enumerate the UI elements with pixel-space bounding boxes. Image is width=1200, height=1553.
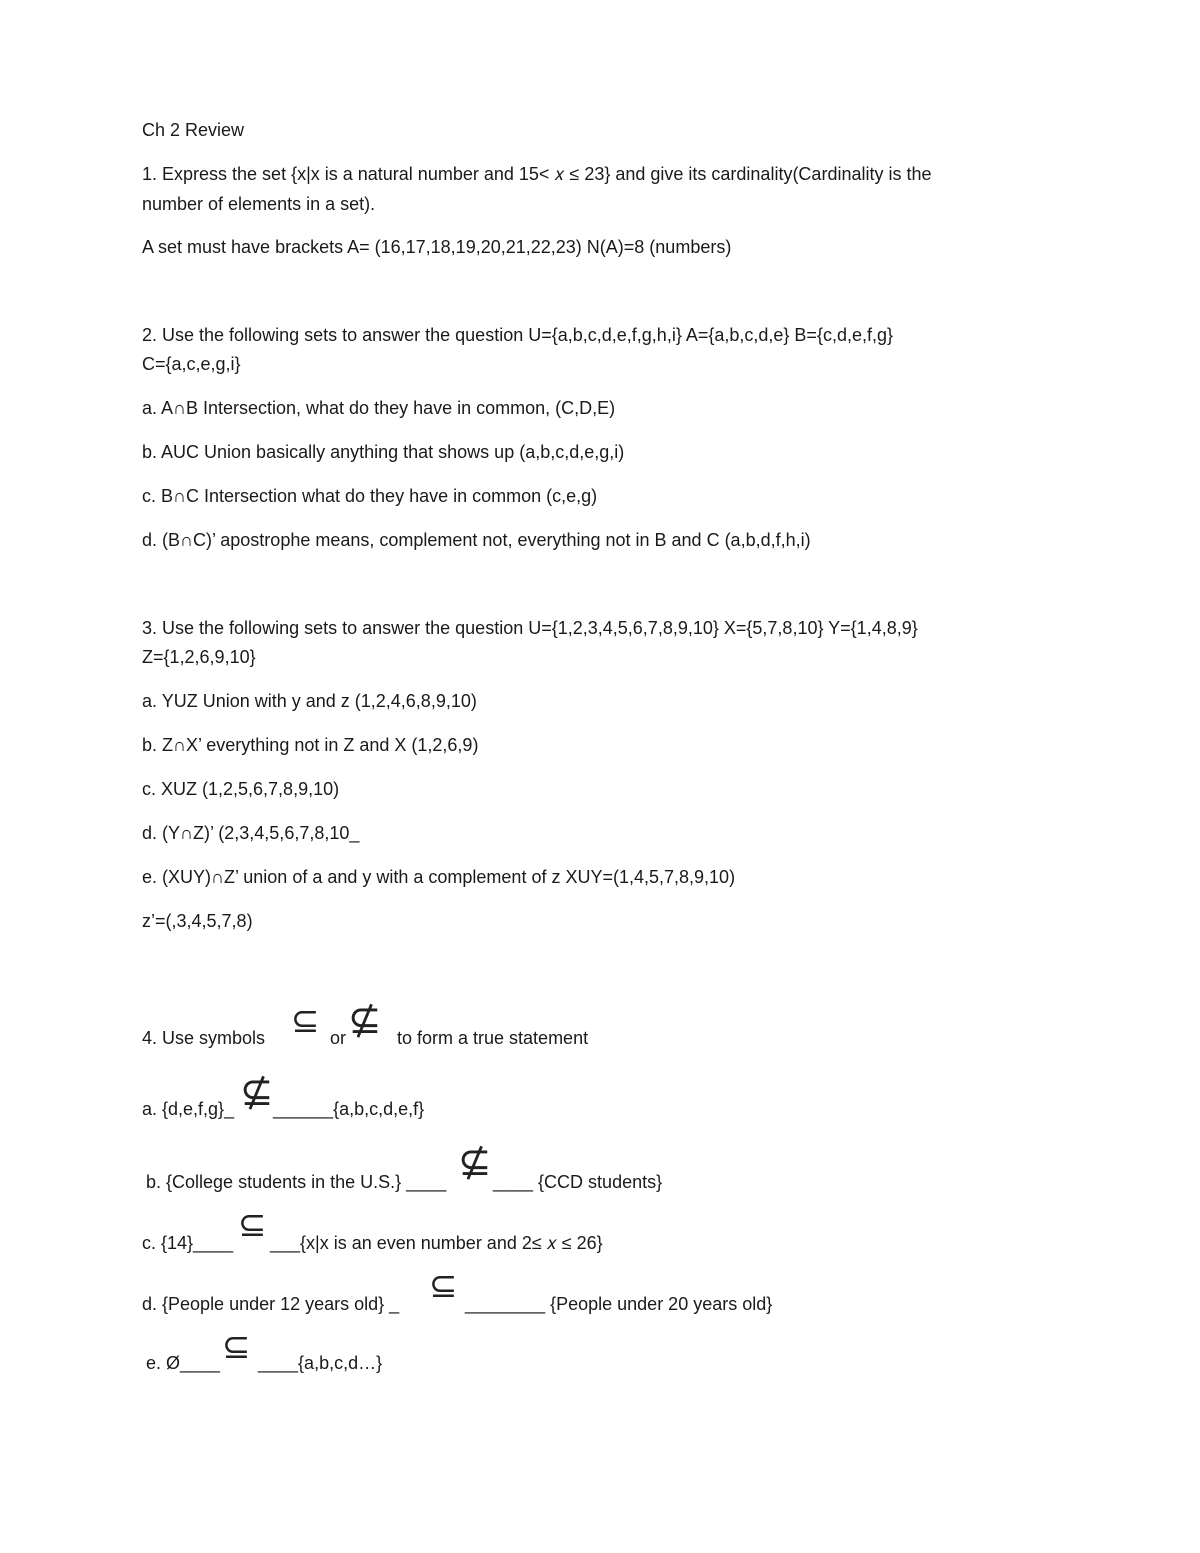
q1-line2: number of elements in a set). — [142, 194, 376, 214]
q4-item-c-left: c. {14}____ — [142, 1233, 234, 1253]
q4-prompt-end: to form a true statement — [397, 1028, 589, 1048]
q4-prompt-start: 4. Use symbols — [142, 1028, 266, 1048]
q4-item-c-right: ___{x|x is an even number and 2≤ 𝑥 ≤ 26} — [270, 1233, 603, 1253]
q2-item-d: d. (B∩C)’ apostrophe means, complement not, everything not in B and C (a,b,d,f,h,i) — [142, 530, 811, 550]
q3-item-a: a. YUZ Union with y and z (1,2,4,6,8,9,10) — [142, 691, 477, 711]
q2-item-a: a. A∩B Intersection, what do they have in common, (C,D,E) — [142, 398, 616, 418]
q3-item-e: e. (XUY)∩Z’ union of a and y with a complement of z XUY=(1,4,5,7,8,9,10) — [142, 867, 736, 887]
q3-line2: Z={1,2,6,9,10} — [142, 647, 256, 667]
q4-prompt-or: or — [330, 1028, 347, 1048]
subset-symbol: ⊆ — [222, 1327, 251, 1367]
q3-item-d: d. (Y∩Z)’ (2,3,4,5,6,7,8,10_ — [142, 823, 360, 843]
q4-item-b-right: ____ {CCD students} — [493, 1172, 663, 1192]
q4-item-d-left: d. {People under 12 years old} _ — [142, 1294, 400, 1314]
subset-symbol: ⊆ — [291, 1001, 320, 1041]
not-subset-symbol: ⊈ — [348, 997, 382, 1043]
q2-line1: 2. Use the following sets to answer the question U={a,b,c,d,e,f,g,h,i} A={a,b,c,d,e} B={c,d,e,f,g} — [142, 325, 893, 345]
page-title: Ch 2 Review — [142, 120, 245, 140]
q4-item-e-right: ____{a,b,c,d…} — [258, 1353, 383, 1373]
not-subset-symbol: ⊈ — [240, 1069, 274, 1115]
q4-item-b-left: b. {College students in the U.S.} ____ — [146, 1172, 447, 1192]
q3-line1: 3. Use the following sets to answer the question U={1,2,3,4,5,6,7,8,9,10} X={5,7,8,10} Y={1,4,8,9} — [142, 618, 918, 638]
q4-item-a-left: a. {d,e,f,g}_ — [142, 1099, 235, 1119]
q2-item-c: c. B∩C Intersection what do they have in common (c,e,g) — [142, 486, 598, 506]
q4-item-d-right: ________ {People under 20 years old} — [465, 1294, 773, 1314]
q2-item-b: b. AUC Union basically anything that shows up (a,b,c,d,e,g,i) — [142, 442, 625, 462]
q3-item-f: z’=(,3,4,5,7,8) — [142, 911, 253, 931]
q2-line2: C={a,c,e,g,i} — [142, 354, 241, 374]
subset-symbol: ⊆ — [238, 1205, 267, 1245]
q1-line1: 1. Express the set {x|x is a natural number and 15< 𝑥 ≤ 23} and give its cardinality(Cardinality is the — [142, 164, 932, 184]
q4-item-e-left: e. Ø____ — [146, 1353, 221, 1373]
q3-item-b: b. Z∩X’ everything not in Z and X (1,2,6,9) — [142, 735, 479, 755]
q3-item-c: c. XUZ (1,2,5,6,7,8,9,10) — [142, 779, 340, 799]
q1-answer: A set must have brackets A= (16,17,18,19,20,21,22,23) N(A)=8 (numbers) — [142, 237, 732, 257]
subset-symbol: ⊆ — [429, 1266, 458, 1306]
not-subset-symbol: ⊈ — [458, 1139, 492, 1185]
q4-item-a-right: ______{a,b,c,d,e,f} — [273, 1099, 425, 1119]
